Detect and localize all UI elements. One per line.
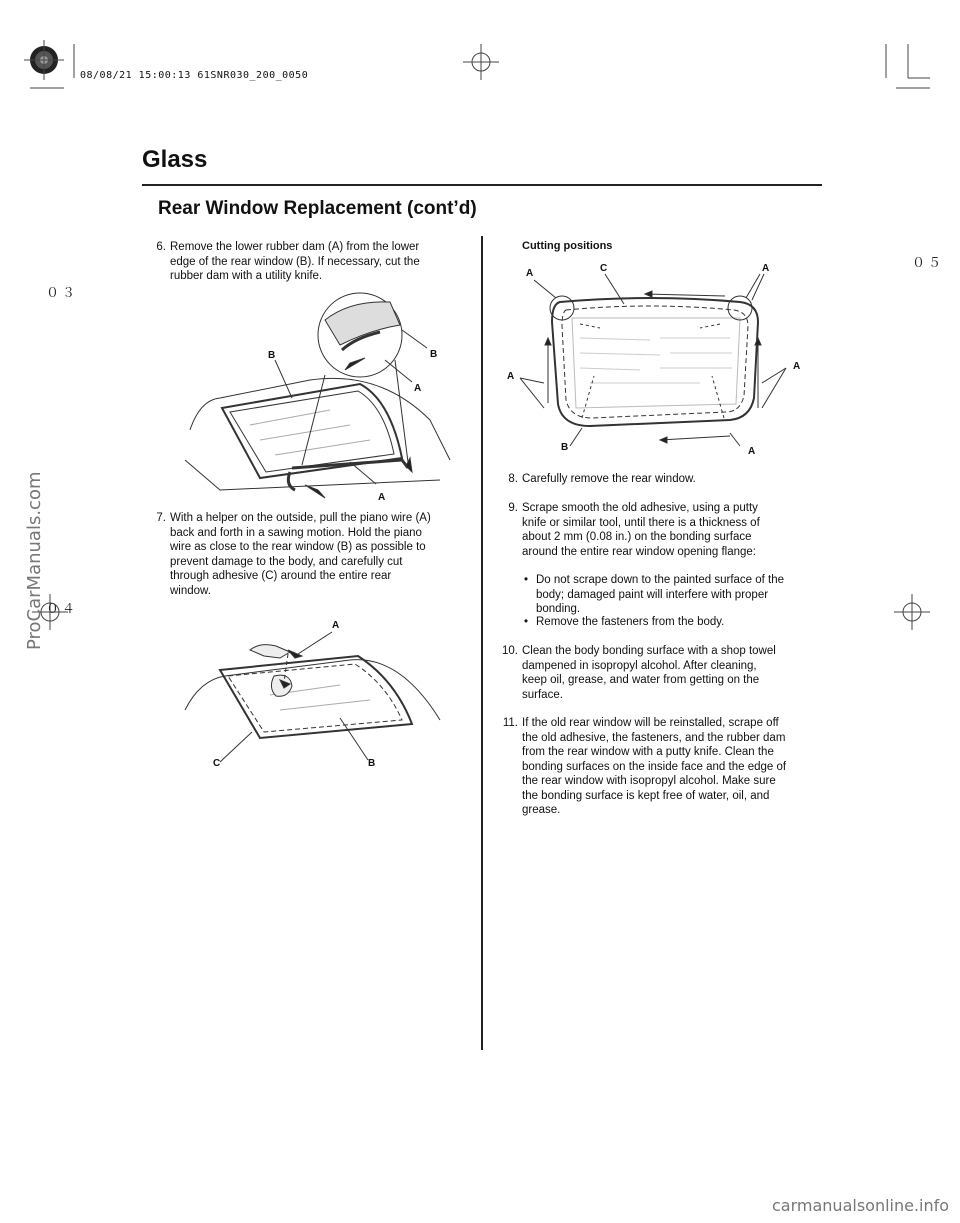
- label-A: A: [762, 263, 770, 274]
- step-10: 10. Clean the body bonding surface with a shop towel dampened in isopropyl alcohol. After cleaning, keep oil, grease, and water from getting on the surface.: [502, 645, 776, 701]
- watermark-side: ProCarManuals.com: [24, 471, 45, 650]
- label-C: C: [600, 263, 608, 274]
- registration-target-icon: [24, 40, 64, 80]
- column-divider: [481, 236, 483, 1050]
- step-number: 9.: [508, 502, 518, 514]
- step-7: 7. With a helper on the outside, pull the piano wire (A) back and forth in a sawing motion. Hold the piano wire as close to the rear window (B) as possible to prevent damage to the body, and carefully cut through adhesive (C) around the entire rear window.: [148, 511, 468, 598]
- step-6: 6. Remove the lower rubber dam (A) from the lower edge of the rear window (B). If necessary, cut the rubber dam with a utility knife.: [148, 240, 468, 284]
- step-8: 8. Carefully remove the rear window.: [500, 472, 830, 487]
- label-C: C: [213, 758, 221, 769]
- figure-cutting-positions: [500, 258, 810, 458]
- title-rule: [142, 184, 822, 186]
- step-11: 11. If the old rear window will be reinstalled, scrape off the old adhesive, the fasteners, and the rubber dam from the rear window with a putty knife. Clean the bonding surfaces on the inside face and the edge of the rear window with isopropyl alcohol. Make sure the bonding surface is kept free of water, oil, and grease.: [500, 716, 830, 818]
- label-A: A: [526, 268, 534, 279]
- figure-piano-wire-cutting: [180, 620, 460, 770]
- crosshair-icon: [463, 44, 499, 80]
- step-number: 10.: [502, 645, 518, 657]
- print-code: 08/08/21 15:00:13 61SNR030_200_0050: [80, 70, 309, 81]
- figure-rubber-dam-removal: [180, 290, 470, 502]
- label-B: B: [368, 758, 376, 769]
- margin-code-left-bottom: ０４: [46, 602, 79, 617]
- bullet-item: • Remove the fasteners from the body.: [524, 616, 725, 628]
- margin-code-left-top: ０３: [46, 286, 79, 301]
- step-number: 6.: [156, 241, 166, 253]
- step-number: 11.: [502, 717, 518, 729]
- step-9: 9. Scrape smooth the old adhesive, using a putty knife or similar tool, until there is a thickness of about 2 mm (0.08 in.) on the bonding surface around the entire rear window opening flange:: [500, 501, 830, 559]
- label-A: A: [332, 620, 340, 631]
- page-title: Glass: [142, 146, 208, 173]
- label-B: B: [561, 442, 569, 453]
- bullet-item: • Do not scrape down to the painted surface of the body; damaged paint will interfere with proper bonding.: [524, 574, 785, 615]
- section-title: Rear Window Replacement (cont’d): [158, 198, 477, 219]
- watermark-bottom: carmanualsonline.info: [772, 1196, 950, 1215]
- label-A: A: [378, 492, 386, 503]
- figure-caption: Cutting positions: [522, 240, 613, 252]
- step-number: 7.: [156, 512, 166, 524]
- label-B: B: [430, 349, 438, 360]
- label-A: A: [748, 446, 756, 457]
- label-A: A: [414, 383, 422, 394]
- margin-code-right-top: ０５: [912, 256, 945, 271]
- label-A: A: [793, 361, 801, 372]
- label-A: A: [507, 371, 515, 382]
- step-number: 8.: [508, 473, 518, 485]
- label-B: B: [268, 350, 276, 361]
- crosshair-icon: [894, 594, 930, 630]
